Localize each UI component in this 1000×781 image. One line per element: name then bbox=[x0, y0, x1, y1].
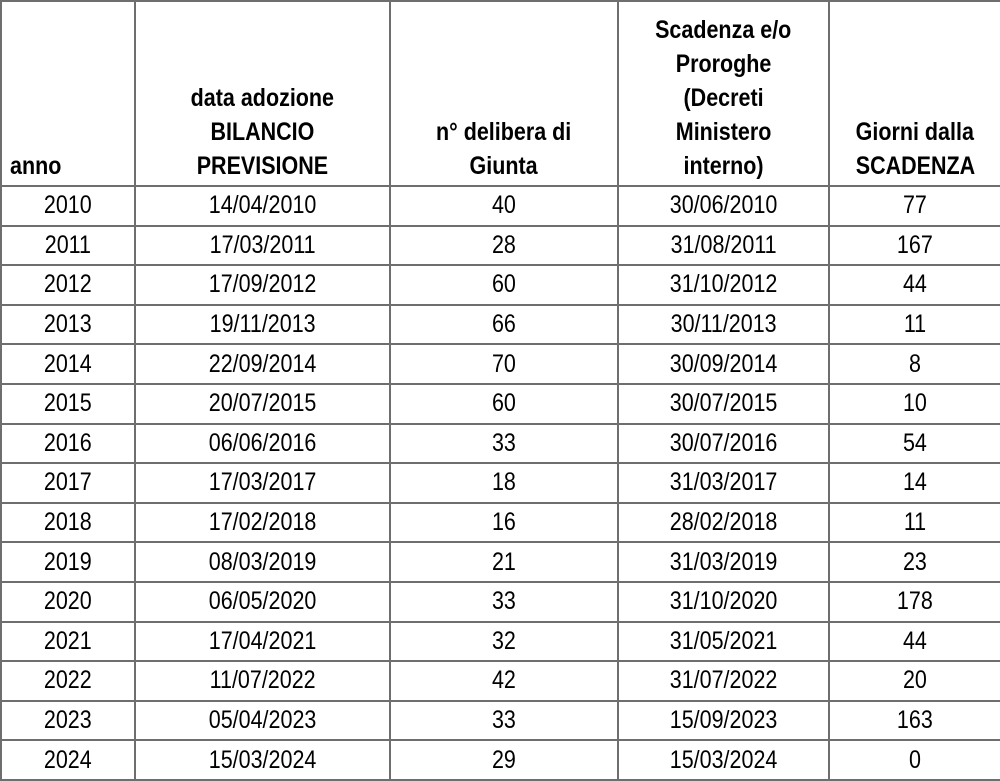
cell-data-adozione bbox=[135, 503, 390, 543]
table-row bbox=[1, 384, 1000, 424]
cell-value: 2015 bbox=[44, 389, 92, 418]
cell-delibera-giunta bbox=[390, 265, 618, 305]
cell-scadenza-proroghe bbox=[618, 622, 829, 662]
cell-value: 16 bbox=[492, 508, 516, 537]
cell-value: 77 bbox=[903, 191, 927, 220]
cell-value: 06/05/2020 bbox=[208, 587, 317, 616]
cell-data-adozione bbox=[135, 344, 390, 384]
cell-value: 14 bbox=[903, 468, 927, 497]
cell-anno bbox=[1, 384, 135, 424]
header-line: interno) bbox=[683, 152, 764, 180]
table-row bbox=[1, 740, 1000, 780]
table-row bbox=[1, 622, 1000, 662]
cell-anno bbox=[1, 186, 135, 226]
cell-value: 31/03/2017 bbox=[669, 468, 778, 497]
cell-value: 2013 bbox=[44, 310, 92, 339]
cell-data-adozione bbox=[135, 305, 390, 345]
cell-value: 2024 bbox=[44, 745, 92, 774]
cell-value: 54 bbox=[903, 428, 927, 457]
cell-value: 163 bbox=[897, 706, 933, 735]
cell-value: 17/03/2017 bbox=[208, 468, 317, 497]
cell-value: 2017 bbox=[44, 468, 92, 497]
cell-scadenza-proroghe bbox=[618, 226, 829, 266]
table-row bbox=[1, 661, 1000, 701]
cell-value: 0 bbox=[909, 745, 921, 774]
cell-anno bbox=[1, 622, 135, 662]
cell-value: 60 bbox=[492, 270, 516, 299]
cell-giorni-scadenza bbox=[829, 226, 1000, 266]
cell-anno bbox=[1, 265, 135, 305]
cell-value: 31/05/2021 bbox=[669, 626, 778, 655]
cell-data-adozione bbox=[135, 542, 390, 582]
cell-value: 20/07/2015 bbox=[208, 389, 317, 418]
cell-value: 20 bbox=[903, 666, 927, 695]
cell-value: 15/03/2024 bbox=[208, 745, 317, 774]
cell-value: 30/09/2014 bbox=[669, 349, 778, 378]
cell-giorni-scadenza bbox=[829, 503, 1000, 543]
cell-value: 21 bbox=[492, 547, 516, 576]
cell-data-adozione bbox=[135, 226, 390, 266]
cell-value: 2023 bbox=[44, 706, 92, 735]
table-row bbox=[1, 582, 1000, 622]
table-row bbox=[1, 344, 1000, 384]
cell-value: 11 bbox=[903, 508, 927, 537]
cell-scadenza-proroghe bbox=[618, 265, 829, 305]
cell-data-adozione bbox=[135, 740, 390, 780]
cell-value: 06/06/2016 bbox=[208, 428, 317, 457]
cell-anno bbox=[1, 701, 135, 741]
cell-giorni-scadenza bbox=[829, 542, 1000, 582]
cell-giorni-scadenza bbox=[829, 582, 1000, 622]
table-row bbox=[1, 265, 1000, 305]
cell-value: 18 bbox=[492, 468, 516, 497]
cell-data-adozione bbox=[135, 424, 390, 464]
cell-value: 167 bbox=[897, 230, 933, 259]
table-row bbox=[1, 542, 1000, 582]
cell-value: 15/03/2024 bbox=[669, 745, 778, 774]
cell-value: 2014 bbox=[44, 349, 92, 378]
cell-value: 31/07/2022 bbox=[669, 666, 778, 695]
cell-delibera-giunta bbox=[390, 424, 618, 464]
cell-value: 17/02/2018 bbox=[208, 508, 317, 537]
cell-value: 28/02/2018 bbox=[669, 508, 778, 537]
cell-value: 2021 bbox=[44, 626, 92, 655]
cell-delibera-giunta bbox=[390, 661, 618, 701]
cell-value: 30/06/2010 bbox=[669, 191, 778, 220]
cell-scadenza-proroghe bbox=[618, 582, 829, 622]
cell-value: 31/08/2011 bbox=[670, 230, 777, 259]
header-line: Ministero bbox=[675, 118, 772, 146]
cell-value: 2022 bbox=[44, 666, 92, 695]
cell-value: 30/11/2013 bbox=[670, 310, 777, 339]
header-anno bbox=[1, 1, 135, 186]
cell-scadenza-proroghe bbox=[618, 503, 829, 543]
header-line: n° delibera di bbox=[436, 118, 572, 146]
cell-data-adozione bbox=[135, 582, 390, 622]
header-line: Giunta bbox=[469, 152, 539, 180]
cell-scadenza-proroghe bbox=[618, 186, 829, 226]
cell-giorni-scadenza bbox=[829, 305, 1000, 345]
cell-value: 2020 bbox=[44, 587, 92, 616]
cell-value: 28 bbox=[492, 230, 516, 259]
cell-value: 8 bbox=[909, 349, 921, 378]
cell-value: 19/11/2013 bbox=[209, 310, 316, 339]
cell-value: 33 bbox=[492, 706, 516, 735]
cell-data-adozione bbox=[135, 186, 390, 226]
cell-value: 33 bbox=[492, 587, 516, 616]
cell-anno bbox=[1, 305, 135, 345]
cell-value: 08/03/2019 bbox=[208, 547, 317, 576]
cell-anno bbox=[1, 582, 135, 622]
cell-delibera-giunta bbox=[390, 701, 618, 741]
cell-value: 10 bbox=[903, 389, 927, 418]
cell-delibera-giunta bbox=[390, 463, 618, 503]
cell-value: 05/04/2023 bbox=[208, 706, 317, 735]
header-line: data adozione bbox=[190, 84, 335, 112]
cell-giorni-scadenza bbox=[829, 661, 1000, 701]
cell-giorni-scadenza bbox=[829, 740, 1000, 780]
cell-anno bbox=[1, 503, 135, 543]
cell-value: 2019 bbox=[44, 547, 92, 576]
table-body bbox=[1, 186, 1000, 780]
cell-value: 15/09/2023 bbox=[669, 706, 778, 735]
cell-scadenza-proroghe bbox=[618, 463, 829, 503]
cell-value: 17/03/2011 bbox=[209, 230, 316, 259]
cell-scadenza-proroghe bbox=[618, 701, 829, 741]
cell-value: 11 bbox=[903, 310, 927, 339]
cell-anno bbox=[1, 424, 135, 464]
header-data-adozione bbox=[135, 1, 390, 186]
cell-value: 70 bbox=[492, 349, 516, 378]
cell-value: 31/10/2012 bbox=[669, 270, 778, 299]
cell-data-adozione bbox=[135, 384, 390, 424]
cell-anno bbox=[1, 740, 135, 780]
cell-value: 30/07/2015 bbox=[669, 389, 778, 418]
table-row bbox=[1, 503, 1000, 543]
cell-scadenza-proroghe bbox=[618, 344, 829, 384]
cell-delibera-giunta bbox=[390, 344, 618, 384]
header-giorni-scadenza bbox=[829, 1, 1000, 186]
cell-delibera-giunta bbox=[390, 622, 618, 662]
header-delibera-giunta bbox=[390, 1, 618, 186]
cell-giorni-scadenza bbox=[829, 186, 1000, 226]
cell-giorni-scadenza bbox=[829, 384, 1000, 424]
cell-delibera-giunta bbox=[390, 503, 618, 543]
header-line: BILANCIO bbox=[210, 118, 315, 146]
cell-value: 14/04/2010 bbox=[208, 191, 317, 220]
cell-value: 30/07/2016 bbox=[669, 428, 778, 457]
cell-delibera-giunta bbox=[390, 226, 618, 266]
cell-value: 2010 bbox=[44, 191, 92, 220]
cell-value: 2012 bbox=[44, 270, 92, 299]
cell-scadenza-proroghe bbox=[618, 305, 829, 345]
cell-value: 29 bbox=[492, 745, 516, 774]
table-row bbox=[1, 463, 1000, 503]
cell-giorni-scadenza bbox=[829, 622, 1000, 662]
cell-value: 31/10/2020 bbox=[669, 587, 778, 616]
cell-data-adozione bbox=[135, 265, 390, 305]
cell-value: 23 bbox=[903, 547, 927, 576]
cell-delibera-giunta bbox=[390, 582, 618, 622]
cell-value: 22/09/2014 bbox=[208, 349, 317, 378]
cell-value: 42 bbox=[492, 666, 516, 695]
header-scadenza-proroghe bbox=[618, 1, 829, 186]
header-line: Proroghe bbox=[675, 50, 772, 78]
cell-data-adozione bbox=[135, 701, 390, 741]
cell-data-adozione bbox=[135, 463, 390, 503]
cell-value: 44 bbox=[903, 270, 927, 299]
cell-value: 40 bbox=[492, 191, 516, 220]
header-line: Giorni dalla bbox=[855, 118, 975, 146]
cell-delibera-giunta bbox=[390, 542, 618, 582]
cell-anno bbox=[1, 661, 135, 701]
cell-value: 44 bbox=[903, 626, 927, 655]
cell-giorni-scadenza bbox=[829, 463, 1000, 503]
cell-value: 33 bbox=[492, 428, 516, 457]
header-row bbox=[1, 1, 1000, 186]
cell-value: 60 bbox=[492, 389, 516, 418]
cell-value: 17/09/2012 bbox=[208, 270, 317, 299]
cell-data-adozione bbox=[135, 622, 390, 662]
cell-giorni-scadenza bbox=[829, 344, 1000, 384]
cell-value: 66 bbox=[492, 310, 516, 339]
cell-giorni-scadenza bbox=[829, 701, 1000, 741]
cell-value: 17/04/2021 bbox=[208, 626, 317, 655]
cell-scadenza-proroghe bbox=[618, 384, 829, 424]
header-line: Scadenza e/o bbox=[655, 16, 792, 44]
cell-value: 32 bbox=[492, 626, 516, 655]
cell-anno bbox=[1, 344, 135, 384]
table-row bbox=[1, 424, 1000, 464]
cell-anno bbox=[1, 463, 135, 503]
cell-giorni-scadenza bbox=[829, 265, 1000, 305]
cell-delibera-giunta bbox=[390, 186, 618, 226]
cell-giorni-scadenza bbox=[829, 424, 1000, 464]
cell-anno bbox=[1, 226, 135, 266]
header-line: anno bbox=[10, 152, 62, 180]
cell-scadenza-proroghe bbox=[618, 424, 829, 464]
cell-delibera-giunta bbox=[390, 740, 618, 780]
table-row bbox=[1, 186, 1000, 226]
table-row bbox=[1, 305, 1000, 345]
table-row bbox=[1, 701, 1000, 741]
table-row bbox=[1, 226, 1000, 266]
cell-data-adozione bbox=[135, 661, 390, 701]
cell-scadenza-proroghe bbox=[618, 740, 829, 780]
cell-scadenza-proroghe bbox=[618, 542, 829, 582]
cell-scadenza-proroghe bbox=[618, 661, 829, 701]
cell-value: 178 bbox=[897, 587, 933, 616]
cell-value: 2018 bbox=[44, 508, 92, 537]
cell-value: 11/07/2022 bbox=[209, 666, 316, 695]
cell-value: 31/03/2019 bbox=[669, 547, 778, 576]
cell-anno bbox=[1, 542, 135, 582]
header-line: (Decreti bbox=[683, 84, 764, 112]
cell-value: 2016 bbox=[44, 428, 92, 457]
header-line: PREVISIONE bbox=[196, 152, 329, 180]
cell-delibera-giunta bbox=[390, 384, 618, 424]
header-line: SCADENZA bbox=[855, 152, 975, 180]
cell-delibera-giunta bbox=[390, 305, 618, 345]
cell-value: 2011 bbox=[44, 230, 92, 259]
